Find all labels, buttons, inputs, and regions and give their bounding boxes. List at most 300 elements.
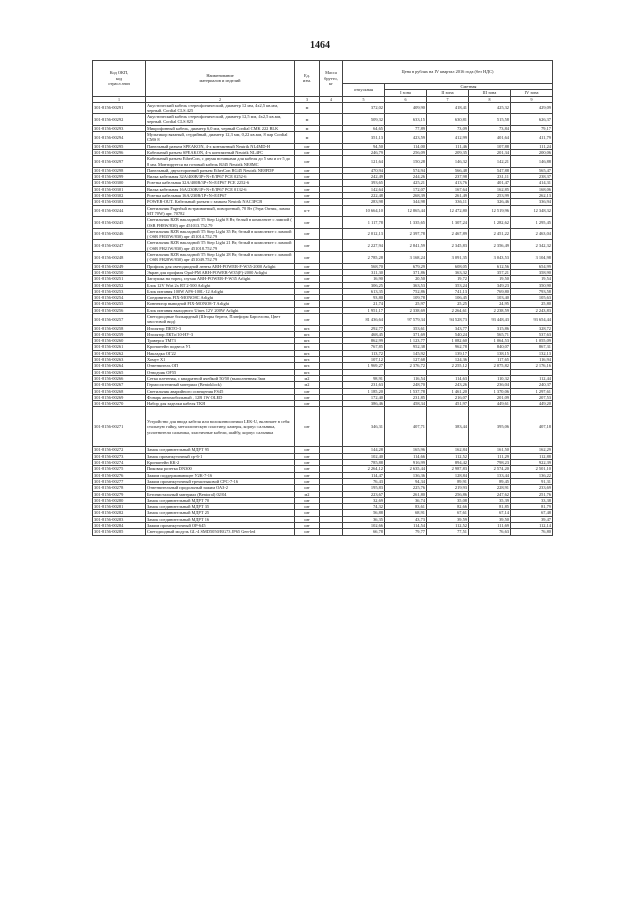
cell-zone-4: 626,37 — [511, 114, 553, 126]
cell-net-price: 1 117,78 — [343, 217, 385, 229]
cell-net-price: 568,70 — [343, 263, 385, 269]
cell-zone-1: 114,66 — [385, 453, 427, 459]
cell-net-price: 102,66 — [343, 523, 385, 529]
cell-unit: шт — [295, 485, 320, 491]
table-row — [93, 102, 553, 114]
cell-code: 301-8156-00280 — [93, 497, 146, 503]
cell-zone-1: 344,98 — [385, 199, 427, 205]
cell-zone-4: 111,24 — [511, 143, 553, 149]
cell-net-price: 93,80 — [343, 295, 385, 301]
cell-zone-2: 2 264,61 — [427, 307, 469, 313]
cell-net-price: 64,65 — [343, 125, 385, 131]
table-row — [93, 205, 553, 217]
cell-unit: шт — [295, 193, 320, 199]
cell-zone-2: 67,61 — [427, 510, 469, 516]
cell-unit: шт — [295, 180, 320, 186]
cell-gross-mass — [320, 102, 343, 114]
cell-name: Набор для заделки кабеля ТКЯ — [146, 401, 295, 407]
cell-net-price: 36,35 — [343, 516, 385, 522]
cell-gross-mass — [320, 205, 343, 217]
cell-name: Зажим поддерживающее У2К-7-16 — [146, 472, 295, 478]
cell-zone-4: 328,72 — [511, 325, 553, 331]
column-number: 9 — [511, 96, 553, 102]
cell-zone-1: 353,61 — [385, 325, 427, 331]
cell-name: Накладка ОГ22 — [146, 350, 295, 356]
cell-net-price: 195,83 — [343, 485, 385, 491]
cell-name: Соединитель FIX-MONO8C Arlight — [146, 295, 295, 301]
cell-gross-mass — [320, 313, 343, 325]
cell-code: 301-8156-00299 — [93, 174, 146, 180]
cell-net-price: 94,50 — [343, 143, 385, 149]
cell-name: Светильник RZB накладной T5 Step Light 8 Вт, белый в комплекте с лампой ( OSR FH8W/830) арт 451013.752.79 — [146, 217, 295, 229]
cell-zone-1: 952,38 — [385, 344, 427, 350]
cell-unit: шт. — [295, 325, 320, 331]
cell-net-price: 509,32 — [343, 114, 385, 126]
cell-name: Экран для профиля Opal-PM ARH-POWER-W35(F)-2000 Arlight — [146, 269, 295, 275]
cell-zone-4: 25,80 — [511, 301, 553, 307]
cell-code: 301-8156-00260 — [93, 338, 146, 344]
cell-zone-2: 383,44 — [427, 407, 469, 447]
table-row — [93, 252, 553, 264]
cell-net-price: 393,65 — [343, 180, 385, 186]
cell-unit: шт. — [295, 350, 320, 356]
cell-zone-3: 253,99 — [469, 193, 511, 199]
cell-zone-1: 2 841,59 — [385, 240, 427, 252]
cell-unit: шт — [295, 407, 320, 447]
cell-name: Вилка кабельная 32А/400В/3P+N+E/IP67 PCE 0252-6 — [146, 174, 295, 180]
cell-zone-3: 349,23 — [469, 282, 511, 288]
cell-zone-2: 112,52 — [427, 453, 469, 459]
cell-zone-4: 350,90 — [511, 282, 553, 288]
cell-zone-2: 114,63 — [427, 375, 469, 381]
cell-zone-3: 76,63 — [469, 529, 511, 535]
cell-net-price: 246,79 — [343, 149, 385, 155]
cell-name: Микрофонный кабель, диаметр 6,0 мм, черный Cordial CMK 222 BLK — [146, 125, 295, 131]
cell-zone-2: 741,13 — [427, 288, 469, 294]
cell-zone-3: 547,88 — [469, 167, 511, 173]
cell-zone-2: 94 528,73 — [427, 313, 469, 325]
cell-zone-3: 231,11 — [469, 174, 511, 180]
cell-unit: шт — [295, 167, 320, 173]
cell-unit: шт — [295, 301, 320, 307]
cell-name: Изолятор ЛКТо/10-НУ-3 — [146, 331, 295, 337]
cell-zone-2: 2 987,83 — [427, 466, 469, 472]
cell-zone-4: 67,48 — [511, 510, 553, 516]
cell-unit: к-т — [295, 205, 320, 217]
cell-unit: м2 — [295, 382, 320, 388]
cell-zone-1: 109,78 — [385, 295, 427, 301]
cell-zone-1: 256,09 — [385, 149, 427, 155]
cell-net-price: 767,85 — [343, 344, 385, 350]
cell-zone-2: 112,52 — [427, 523, 469, 529]
cell-zone-4: 537,63 — [511, 331, 553, 337]
cell-zone-2: 540,24 — [427, 331, 469, 337]
cell-code: 301-8156-00269 — [93, 394, 146, 400]
cell-zone-2: 418,41 — [427, 102, 469, 114]
cell-code: 301-8156-00261 — [93, 344, 146, 350]
cell-code: 301-8156-00244 — [93, 205, 146, 217]
cell-zone-1: 679,29 — [385, 263, 427, 269]
cell-name: Замок соединительный МДРТ 35 — [146, 504, 295, 510]
cell-unit: шт. — [295, 344, 320, 350]
cell-zone-3: 840,07 — [469, 344, 511, 350]
cell-name: Траверса ТМ73 — [146, 338, 295, 344]
cell-zone-3: 565,71 — [469, 331, 511, 337]
cell-zone-4: 414,31 — [511, 180, 553, 186]
cell-unit: шт — [295, 516, 320, 522]
cell-net-price: 74,32 — [343, 504, 385, 510]
cell-zone-3: 515,58 — [469, 114, 511, 126]
cell-code: 301-8156-00281 — [93, 504, 146, 510]
cell-unit: м2 — [295, 375, 320, 381]
cell-zone-2: 77,51 — [427, 529, 469, 535]
cell-zone-3: 395,06 — [469, 407, 511, 447]
cell-unit: шт — [295, 288, 320, 294]
cell-zone-2: 82,66 — [427, 504, 469, 510]
cell-unit: шт. — [295, 363, 320, 369]
cell-zone-2: 89,91 — [427, 478, 469, 484]
cell-name: Замок промежуточный ср-6-1 — [146, 453, 295, 459]
cell-unit: шт — [295, 504, 320, 510]
cell-zone-1: 97 579,34 — [385, 313, 427, 325]
table-row — [93, 313, 553, 325]
cell-zone-3: 12 519,96 — [469, 205, 511, 217]
cell-net-price: 142,64 — [343, 186, 385, 192]
cell-zone-4: 2 501,10 — [511, 466, 553, 472]
cell-zone-2: 12 472,80 — [427, 205, 469, 217]
cell-gross-mass — [320, 228, 343, 240]
cell-zone-4: 238,37 — [511, 174, 553, 180]
cell-zone-4: 565,47 — [511, 167, 553, 173]
cell-net-price: 172,40 — [343, 394, 385, 400]
cell-zone-4: 168,06 — [511, 186, 553, 192]
cell-code: 301-8156-00249 — [93, 263, 146, 269]
cell-net-price: 76,43 — [343, 478, 385, 484]
cell-name: Хомут Х1 — [146, 357, 295, 363]
cell-zone-2: 2 255,12 — [427, 363, 469, 369]
cell-zone-1: 127,68 — [385, 357, 427, 363]
cell-net-price: 862,99 — [343, 338, 385, 344]
cell-code: 301-8156-00248 — [93, 252, 146, 264]
cell-zone-4: 3 104,98 — [511, 252, 553, 264]
cell-zone-3: 2 574,20 — [469, 466, 511, 472]
cell-unit: шт — [295, 282, 320, 288]
cell-zone-4: 240,37 — [511, 382, 553, 388]
cell-code: 301-8156-00297 — [93, 156, 146, 168]
cell-unit: шт — [295, 472, 320, 478]
cell-zone-3: 81,85 — [469, 504, 511, 510]
cell-zone-1: 12 865,44 — [385, 205, 427, 217]
cell-name: POWER-OUT. Кабельный разъем с замком Neutrik NAC3FCB — [146, 199, 295, 205]
cell-zone-1: 43,73 — [385, 516, 427, 522]
cell-name: Блок питания выходного Uines 12V 200W Arlight — [146, 307, 295, 313]
cell-net-price: 144,28 — [343, 447, 385, 453]
cell-zone-3: 315,86 — [469, 325, 511, 331]
table-header — [93, 61, 553, 103]
cell-name: Кабельный разъем SPEAKON, 4-х контактный Neutrik NL4FC — [146, 149, 295, 155]
cell-unit: шт — [295, 217, 320, 229]
cell-gross-mass — [320, 114, 343, 126]
cell-name: Панельный, двухсторонний разъем EtherCon RG45 Neutrik NE8FDP — [146, 167, 295, 173]
cell-zone-2: 2 467,89 — [427, 228, 469, 240]
cell-unit: шт — [295, 263, 320, 269]
cell-name: Ответвитель ОП — [146, 363, 295, 369]
cell-name: Коннектор выводной FIX-MONO8-T Arlight — [146, 301, 295, 307]
cell-code: 301-8156-00292 — [93, 114, 146, 126]
cell-zone-2: 412,99 — [427, 132, 469, 144]
column-number: 6 — [385, 96, 427, 102]
cell-zone-1: 458,34 — [385, 401, 427, 407]
cell-zone-4: 358,90 — [511, 269, 553, 275]
cell-unit: м — [295, 125, 320, 131]
cell-net-price: 2 012,13 — [343, 228, 385, 240]
cell-zone-3: 138,15 — [469, 350, 511, 356]
cell-zone-2: 146,32 — [427, 156, 469, 168]
cell-name: Кабельный разъем EtherCon, с двумя вставками для кабеля до 5 мм и от 5 до 8 мм. Монтируется на готовый кабель RJ45 Neutrik NE8MC — [146, 156, 295, 168]
cell-zone-1: 244,26 — [385, 174, 427, 180]
cell-name: Кронштейн КК-2 — [146, 460, 295, 466]
cell-net-price: 32,69 — [343, 497, 385, 503]
cell-zone-3: 1 370,06 — [469, 388, 511, 394]
cell-zone-4: 112,44 — [511, 375, 553, 381]
table-row — [93, 217, 553, 229]
cell-zone-3: 73,84 — [469, 125, 511, 131]
cell-name: Ответвительный продольный зажим ОАЗ-2 — [146, 485, 295, 491]
cell-net-price: 113,72 — [343, 350, 385, 356]
cell-zone-1: 79,77 — [385, 529, 427, 535]
cell-net-price: 2 227,94 — [343, 240, 385, 252]
cell-unit: шт — [295, 269, 320, 275]
cell-net-price: 1 951,17 — [343, 307, 385, 313]
header-price: Цена в рублях на IV квартал 2016 года (без НДС) — [343, 61, 553, 84]
cell-zone-3: 247,62 — [469, 491, 511, 497]
cell-zone-4: 162,29 — [511, 447, 553, 453]
cell-code: 301-8156-00270 — [93, 401, 146, 407]
cell-unit: шт — [295, 143, 320, 149]
cell-net-price: 81 436,64 — [343, 313, 385, 325]
cell-zone-3: 228,91 — [469, 485, 511, 491]
cell-zone-2: 363,32 — [427, 269, 469, 275]
cell-net-price: 1 185,20 — [343, 388, 385, 394]
cell-unit: шт — [295, 313, 320, 325]
cell-code: 301-8156-00291 — [93, 102, 146, 114]
cell-zone-3: 111,69 — [469, 523, 511, 529]
table-body — [93, 102, 553, 535]
cell-net-price: 231,63 — [343, 382, 385, 388]
cell-zone-2: 39,59 — [427, 516, 469, 522]
cell-code: 301-8156-00301 — [93, 186, 146, 192]
cell-unit: шт — [295, 460, 320, 466]
cell-zone-4: 2 243,83 — [511, 307, 553, 313]
cell-net-price: 372,02 — [343, 102, 385, 114]
cell-zone-3: 35,39 — [469, 497, 511, 503]
cell-code: 301-8156-00278 — [93, 485, 146, 491]
cell-zone-3: 24,95 — [469, 301, 511, 307]
cell-zone-2: 894,42 — [427, 460, 469, 466]
cell-name: Вилка кабельная 16А/230В/1P+N+E/IP67 PCE 0132-6 — [146, 186, 295, 192]
cell-unit: шт — [295, 240, 320, 252]
cell-zone-2: 1 307,24 — [427, 217, 469, 229]
cell-zone-1: 165,96 — [385, 447, 427, 453]
cell-zone-1: 25,97 — [385, 301, 427, 307]
cell-unit: шт — [295, 388, 320, 394]
cell-code: 301-8156-00264 — [93, 363, 146, 369]
cell-net-price: 468,45 — [343, 331, 385, 337]
cell-zone-3: 67,14 — [469, 510, 511, 516]
cell-zone-2: 451,97 — [427, 401, 469, 407]
cell-name: Светильник RZB накладной T5 Step Light 21 Вт, белый в комплекте с лампой ( OSR FH21W/830) арт 451018.752.79 — [146, 240, 295, 252]
cell-gross-mass — [320, 156, 343, 168]
cell-code: 301-8156-00265 — [93, 369, 146, 375]
cell-zone-2: 219,93 — [427, 485, 469, 491]
table-row — [93, 529, 553, 535]
cell-unit: шт — [295, 228, 320, 240]
cell-zone-2: 1 082,60 — [427, 338, 469, 344]
cell-code: 301-8156-00303 — [93, 199, 146, 205]
cell-net-price: 102,40 — [343, 453, 385, 459]
cell-unit: шт — [295, 199, 320, 205]
cell-zone-4: 251,76 — [511, 491, 553, 497]
cell-code: 301-8156-00263 — [93, 357, 146, 363]
cell-zone-2: 2 345,83 — [427, 240, 469, 252]
cell-net-price: 351,13 — [343, 132, 385, 144]
cell-net-price: 2 264,12 — [343, 466, 385, 472]
cell-name: Блок 12V Wirt 2x RT 2-500 Arlight — [146, 282, 295, 288]
cell-zone-1: 261,80 — [385, 491, 427, 497]
cell-name: Светильник RZB накладной T5 Step Light 28 Вт, белый в комплекте с лампой ( OSR FH28W/830) арт 451049.752.79 — [146, 252, 295, 264]
cell-name: Розетка кабельная 16А/230В/1P+N+E/IP67 — [146, 193, 295, 199]
cell-name: Светодиодные бильярдный (Шторы берега, Платформ Барселона, Цвет хвостовой вид) — [146, 313, 295, 325]
cell-zone-2: 162,84 — [427, 447, 469, 453]
cell-name: Замок соединительный МДРТ 70 — [146, 497, 295, 503]
cell-code: 301-8156-00282 — [93, 510, 146, 516]
cell-zone-4: 81,79 — [511, 504, 553, 510]
cell-unit: шт — [295, 276, 320, 282]
cell-zone-3: 326,46 — [469, 199, 511, 205]
cell-net-price: 107,12 — [343, 357, 385, 363]
cell-zone-1: 36,74 — [385, 497, 427, 503]
cell-zone-2: 1 461,20 — [427, 388, 469, 394]
cell-code: 301-8156-00252 — [93, 282, 146, 288]
cell-code: 301-8156-00250 — [93, 269, 146, 275]
cell-code: 301-8156-00266 — [93, 375, 146, 381]
cell-name: Профиль для светодиодной ленты ARH-POWER-F-W35-2000 Arlight — [146, 263, 295, 269]
cell-zone-2: 209,35 — [427, 149, 469, 155]
cell-name: Устройство для ввода кабеля или волоконнооптики LEK-U, включает в себя: стальную гайку, металлическую пластину, камеры, корпус сальника, уплотнители сальника, эластичные кабели, шайбу, корпус сальника — [146, 407, 295, 447]
cell-zone-4: 112,14 — [511, 523, 553, 529]
cell-zone-2: 237,98 — [427, 174, 469, 180]
cell-zone-2: 243,26 — [427, 382, 469, 388]
cell-code: 301-8156-00247 — [93, 240, 146, 252]
cell-zone-1: 1 335,65 — [385, 217, 427, 229]
cell-code: 301-8156-00254 — [93, 295, 146, 301]
cell-name: Замок соединительный МДРТ 16 — [146, 516, 295, 522]
cell-net-price: 10 664,10 — [343, 205, 385, 217]
cell-zone-3: 769,80 — [469, 288, 511, 294]
cell-net-price: 98,91 — [343, 375, 385, 381]
cell-zone-1: 114,54 — [385, 523, 427, 529]
cell-unit: шт — [295, 149, 320, 155]
cell-zone-4: 12 348,32 — [511, 205, 553, 217]
cell-zone-3: 107,88 — [469, 143, 511, 149]
cell-net-price: 386,46 — [343, 401, 385, 407]
cell-name: Изолятор ПКТО-3 — [146, 325, 295, 331]
cell-code: 301-8156-00279 — [93, 491, 146, 497]
cell-zone-3: 103,40 — [469, 295, 511, 301]
cell-net-price: 16,90 — [343, 276, 385, 282]
cell-gross-mass — [320, 252, 343, 264]
cell-unit: шт — [295, 174, 320, 180]
cell-zone-3: 425,32 — [469, 102, 511, 114]
cell-unit: шт — [295, 453, 320, 459]
cell-zone-3: 236,04 — [469, 382, 511, 388]
cell-unit: шт — [295, 447, 320, 453]
cell-zone-2: 261,49 — [427, 193, 469, 199]
cell-zone-3: 162,85 — [469, 186, 511, 192]
cell-zone-1: 2 338,69 — [385, 307, 427, 313]
cell-code: 301-8156-00258 — [93, 325, 146, 331]
cell-zone-3: 2 356,49 — [469, 240, 511, 252]
header-code: Код ОКП, код отрасл.знач — [93, 61, 146, 97]
cell-name: Замок соединительный МДРТ 25 — [146, 510, 295, 516]
cell-name: Светильник аварийного освещения FS45 — [146, 388, 295, 394]
cell-unit: шт — [295, 186, 320, 192]
cell-name: Отводчик OF55 — [146, 369, 295, 375]
column-number: 7 — [427, 96, 469, 102]
cell-unit: шт. — [295, 369, 320, 375]
cell-unit: шт — [295, 307, 320, 313]
cell-code: 301-8156-00257 — [93, 313, 146, 325]
cell-net-price: 311,30 — [343, 269, 385, 275]
cell-unit: шт — [295, 295, 320, 301]
cell-code: 301-8156-00272 — [93, 447, 146, 453]
cell-unit: шт — [295, 510, 320, 516]
cell-code: 301-8156-00294 — [93, 132, 146, 144]
cell-zone-4: 105,63 — [511, 295, 553, 301]
cell-code: 301-8156-00259 — [93, 331, 146, 337]
header-zone-4: IV зона — [511, 90, 553, 96]
cell-code: 301-8156-00246 — [93, 228, 146, 240]
cell-zone-1: 231,85 — [385, 394, 427, 400]
cell-zone-1: 574,94 — [385, 167, 427, 173]
page-number: 1464 — [310, 40, 330, 51]
cell-code: 301-8156-00293 — [93, 125, 146, 131]
cell-zone-1: 114,00 — [385, 143, 427, 149]
cell-zone-1: 423,59 — [385, 132, 427, 144]
table-row — [93, 156, 553, 168]
cell-zone-4: 116,94 — [511, 357, 553, 363]
cell-unit: шт — [295, 529, 320, 535]
cell-zone-2: 124,36 — [427, 357, 469, 363]
cell-zone-4: 79,17 — [511, 125, 553, 131]
cell-zone-1: 83,61 — [385, 504, 427, 510]
cell-code: 301-8156-00267 — [93, 382, 146, 388]
cell-code: 301-8156-00245 — [93, 217, 146, 229]
cell-zone-3: 133,44 — [469, 472, 511, 478]
cell-zone-1: 145,92 — [385, 350, 427, 356]
cell-net-price: 222,48 — [343, 193, 385, 199]
cell-code: 301-8156-00276 — [93, 472, 146, 478]
cell-name: Светодиодный модуль GL-4 SMD5050/RG73 JP65 Gen-led — [146, 529, 295, 535]
cell-zone-1: 77,89 — [385, 125, 427, 131]
cell-net-price: 470,94 — [343, 167, 385, 173]
cell-net-price: 56,88 — [343, 510, 385, 516]
cell-zone-4: 2 176,16 — [511, 363, 553, 369]
cell-net-price: 283,98 — [343, 199, 385, 205]
cell-zone-4: 207,53 — [511, 394, 553, 400]
cell-code: 301-8156-00302 — [93, 193, 146, 199]
cell-zone-1: 225,76 — [385, 485, 427, 491]
